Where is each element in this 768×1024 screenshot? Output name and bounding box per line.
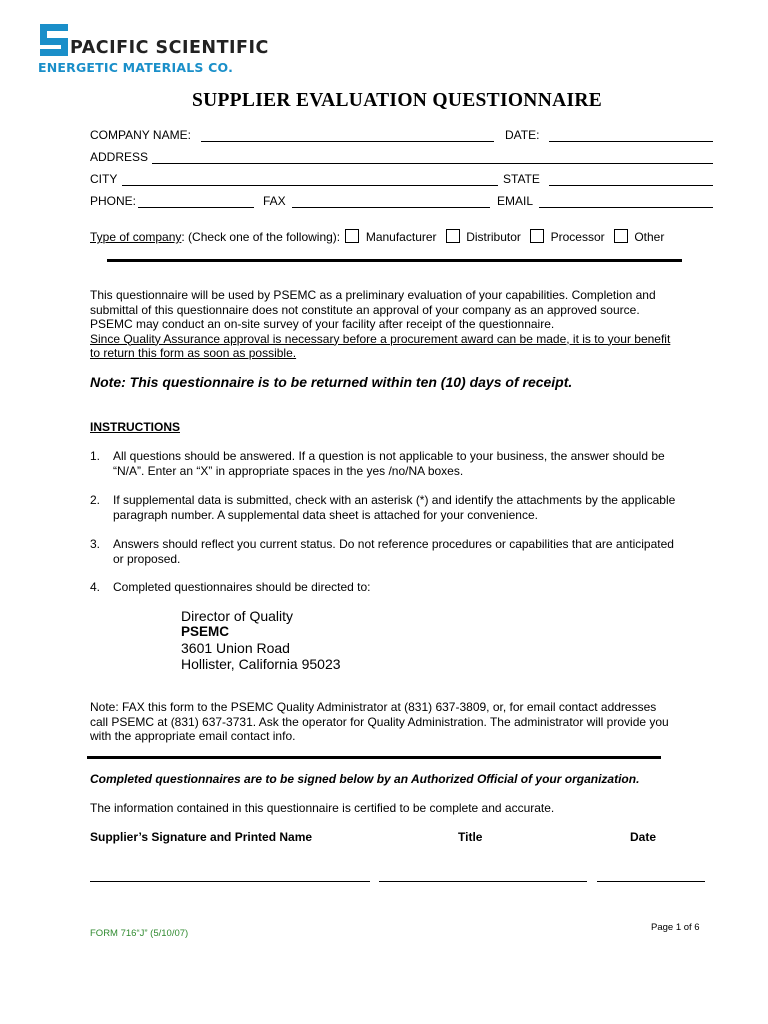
signature-column-label: Supplier’s Signature and Printed Name [90,830,313,844]
intro-line: submittal of this questionnaire does not constitute an approval of your company as an approved source. [90,302,640,317]
intro-paragraph [90,288,670,361]
fax-note-line: Note: FAX this form to the PSEMC Quality Administrator at (831) 637-3809, or, for email contact addresses [90,700,657,714]
company-logo-subtitle: ENERGETIC MATERIALS CO. [38,60,234,75]
fax-note-line: call PSEMC at (831) 637-3731. Ask the operator for Quality Administration. The administrator will provide you [90,714,669,729]
instruction-line: Answers should reflect you current status. Do not reference procedures or capabilities that are anticipated [113,537,674,551]
section-divider [87,756,661,759]
return-deadline-note: Note: This questionnaire is to be returned within ten (10) days of receipt. [90,374,573,390]
intro-line: PSEMC may conduct an on-site survey of your facility after receipt of the questionnaire. [90,317,555,331]
company-type-row [90,229,664,245]
address-field[interactable] [152,163,713,164]
title-column-label: Title [458,830,483,844]
address-label: ADDRESS [90,150,149,164]
distributor-checkbox[interactable] [446,229,460,243]
instruction-item [113,580,371,595]
address-street: 3601 Union Road [181,640,290,656]
page-title: SUPPLIER EVALUATION QUESTIONNAIRE [191,90,603,111]
other-option-label: Other [634,230,665,244]
phone-label: PHONE: [90,194,137,208]
page-number: Page 1 of 6 [651,922,700,933]
intro-line: This questionnaire will be used by PSEMC as a preliminary evaluation of your capabilities. Completion and [90,288,656,302]
instruction-item [113,537,674,566]
date-label: DATE: [505,128,540,142]
instruction-line: If supplemental data is submitted, check with an asterisk (*) and identify the attachments by the applicable [113,493,676,507]
email-field[interactable] [539,207,713,208]
phone-field[interactable] [138,207,254,208]
manufacturer-option-label: Manufacturer [365,230,437,244]
intro-underlined-line: to return this form as soon as possible. [90,346,297,360]
address-company: PSEMC [181,624,230,639]
instruction-number: 2. [90,493,101,507]
email-label: EMAIL [497,194,534,208]
distributor-option-label: Distributor [466,230,521,244]
certification-text: The information contained in this questionnaire is certified to be complete and accurate. [90,801,555,815]
instructions-heading: INSTRUCTIONS [90,420,180,434]
date-line[interactable] [597,881,705,882]
company-type-label: Type of company [90,230,182,244]
address-recipient: Director of Quality [181,608,294,624]
company-name-field[interactable] [201,141,494,142]
state-label: STATE [503,172,540,186]
instruction-item [113,449,665,478]
manufacturer-checkbox[interactable] [345,229,359,243]
signature-line[interactable] [90,881,370,882]
instruction-line: or proposed. [113,551,181,566]
city-field[interactable] [122,185,498,186]
state-field[interactable] [549,185,713,186]
fax-label: FAX [263,194,286,208]
intro-underlined-line: Since Quality Assurance approval is necessary before a procurement award can be made, it is to your benefit [90,331,671,346]
instruction-line: paragraph number. A supplemental data sheet is attached for your convenience. [113,507,538,522]
city-label: CITY [90,172,118,186]
instruction-number: 1. [90,449,101,463]
instruction-number: 3. [90,537,101,551]
other-checkbox[interactable] [614,229,628,243]
company-logo-name: PACIFIC SCIENTIFIC [70,38,269,58]
company-name-label: COMPANY NAME: [90,128,191,142]
date-column-label: Date [630,830,657,844]
processor-option-label: Processor [550,230,605,244]
fax-note [90,700,669,744]
signature-notice: Completed questionnaires are to be signed below by an Authorized Official of your organization. [90,772,640,786]
instruction-number: 4. [90,580,101,594]
address-city: Hollister, California 95023 [181,656,341,672]
instruction-line: All questions should be answered. If a question is not applicable to your business, the answer should be [113,449,665,463]
company-type-hint: : (Check one of the following): [181,230,341,244]
form-identifier: FORM 716“J” (5/10/07) [90,928,189,939]
instruction-item [113,493,675,522]
processor-checkbox[interactable] [530,229,544,243]
instruction-line: Completed questionnaires should be directed to: [113,580,371,594]
date-field[interactable] [549,141,713,142]
fax-note-line: with the appropriate email contact info. [90,729,296,743]
fax-field[interactable] [292,207,490,208]
title-line[interactable] [379,881,587,882]
instruction-line: “N/A”. Enter an “X” in appropriate spaces in the yes /no/NA boxes. [113,463,464,478]
section-divider [107,259,682,262]
